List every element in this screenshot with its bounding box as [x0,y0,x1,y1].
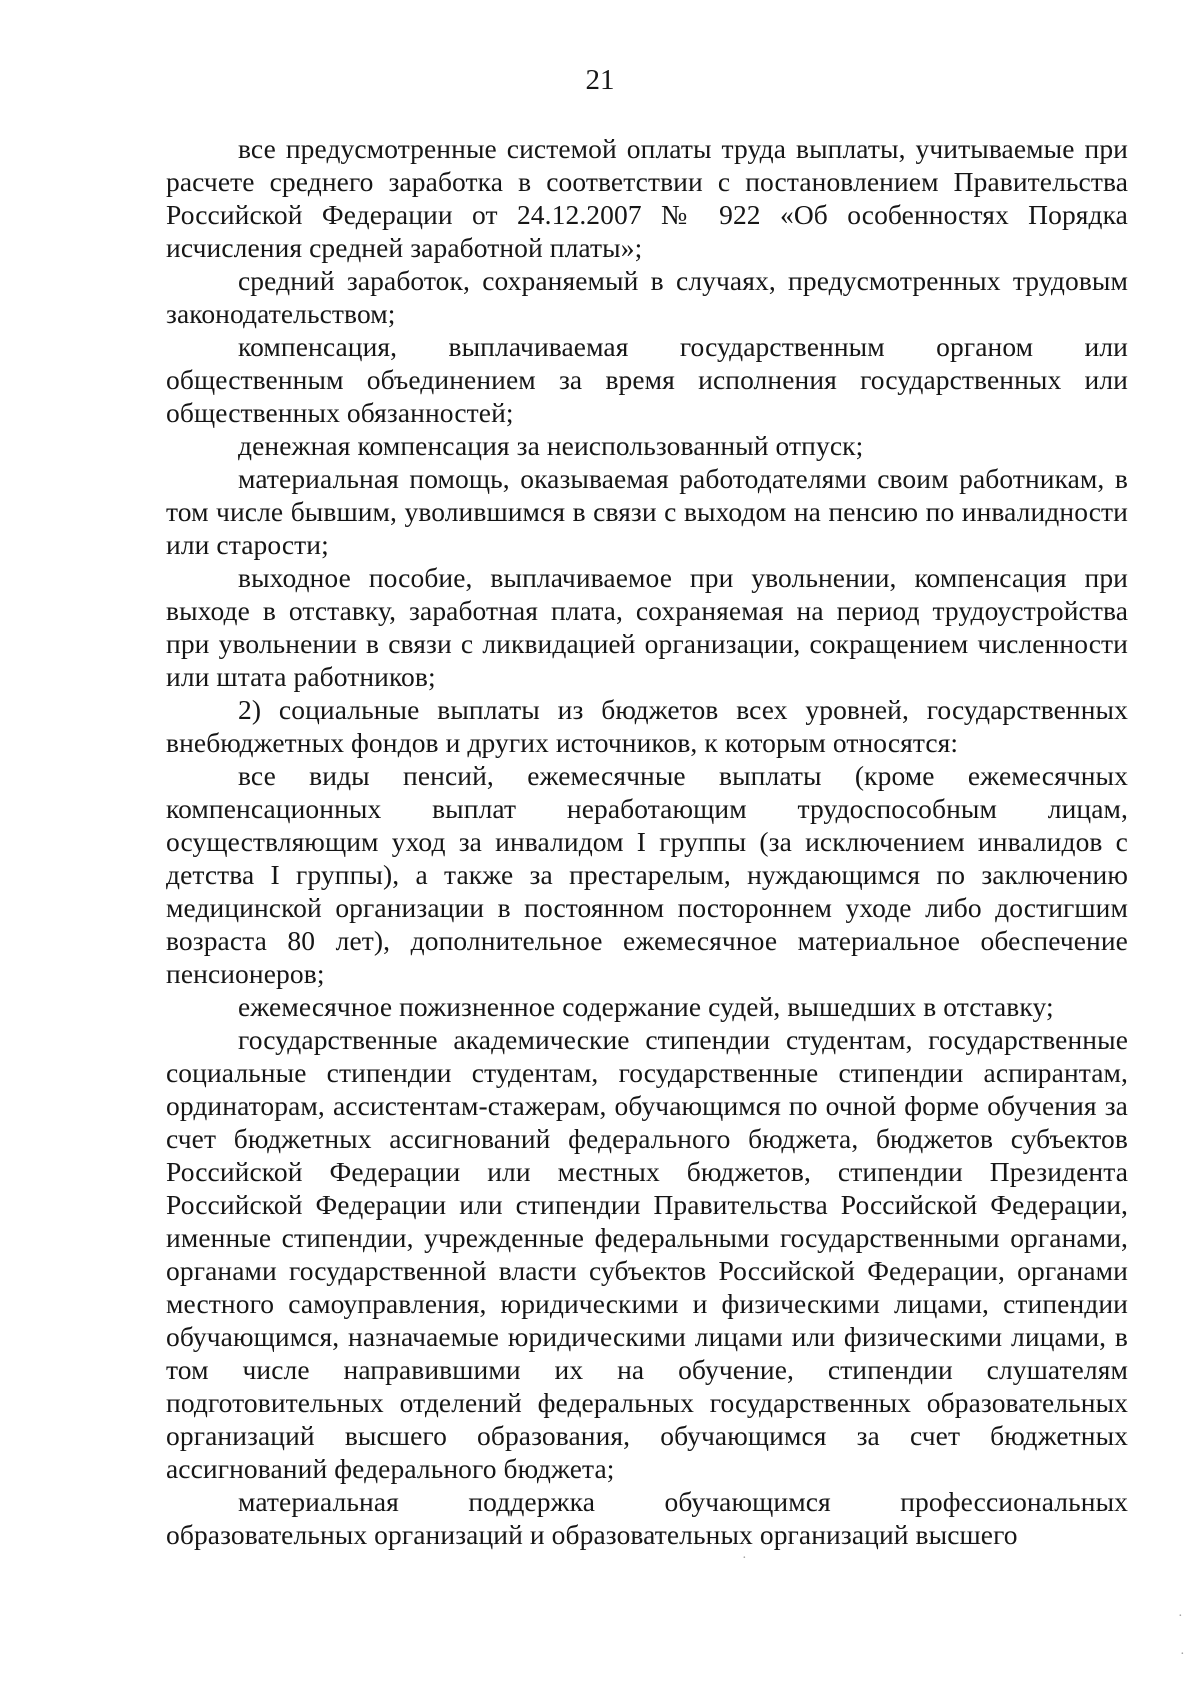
scan-speck: · [742,1551,747,1566]
scan-speck: · [1178,1609,1183,1624]
paragraph-11: материальная поддержка обучающимся профессиональных образовательных организаций и образовательных организаций высшего [166,1486,1128,1550]
paragraph-7: 2) социальные выплаты из бюджетов всех уровней, государственных внебюджетных фондов и других источников, к которым относятся: [166,694,1128,758]
paragraph-1: все предусмотренные системой оплаты труда выплаты, учитываемые при расчете среднего заработка в соответствии с постановлением Правительства Российской Федерации от 24.12.2007 № 922 «Об особенностях Порядка исчисления средней заработной платы»; [166,133,1128,263]
paragraph-10: государственные академические стипендии студентам, государственные социальные стипендии студентам, государственные стипендии аспирантам, ординаторам, ассистентам-стажерам, обучающимся по очной форме обучения за счет бюджетных ассигнований федерального бюджета, бюджетов субъектов Российской Федерации или местных бюджетов, стипендии Президента Российской Федерации или стипендии Правительства Российской Федерации, именные стипендии, учрежденные федеральными государственными органами, органами государственной власти субъектов Российской Федерации, органами местного самоуправления, юридическими и физическими лицами, стипендии обучающимся, назначаемые юридическими лицами или физическими лицами, в том числе направившими их на обучение, стипендии слушателям подготовительных отделений федеральных государственных образовательных организаций высшего образования, обучающимся за счет бюджетных ассигнований федерального бюджета; [166,1024,1128,1484]
scan-speck: · [1180,1647,1185,1662]
paragraph-5: материальная помощь, оказываемая работодателями своим работникам, в том числе бывшим, уволившимся в связи с выходом на пенсию по инвалидности или старости; [166,463,1128,560]
paragraph-3: компенсация, выплачиваемая государственным органом или общественным объединением за время исполнения государственных или общественных обязанностей; [166,331,1128,428]
paragraph-8: все виды пенсий, ежемесячные выплаты (кроме ежемесячных компенсационных выплат неработающим трудоспособным лицам, осуществляющим уход за инвалидом I группы (за исключением инвалидов с детства I группы), а также за престарелым, нуждающимся по заключению медицинской организации в постоянном постороннем уходе либо достигшим возраста 80 лет), дополнительное ежемесячное материальное обеспечение пенсионеров; [166,760,1128,989]
paragraph-6: выходное пособие, выплачиваемое при увольнении, компенсация при выходе в отставку, заработная плата, сохраняемая на период трудоустройства при увольнении в связи с ликвидацией организации, сокращением численности или штата работников; [166,562,1128,692]
paragraph-2: средний заработок, сохраняемый в случаях, предусмотренных трудовым законодательством; [166,265,1128,329]
page-number: 21 [585,64,615,96]
paragraph-9: ежемесячное пожизненное содержание судей, вышедших в отставку; [238,991,1054,1022]
document-body [166,132,1128,1551]
paragraph-4: денежная компенсация за неиспользованный отпуск; [238,430,864,461]
